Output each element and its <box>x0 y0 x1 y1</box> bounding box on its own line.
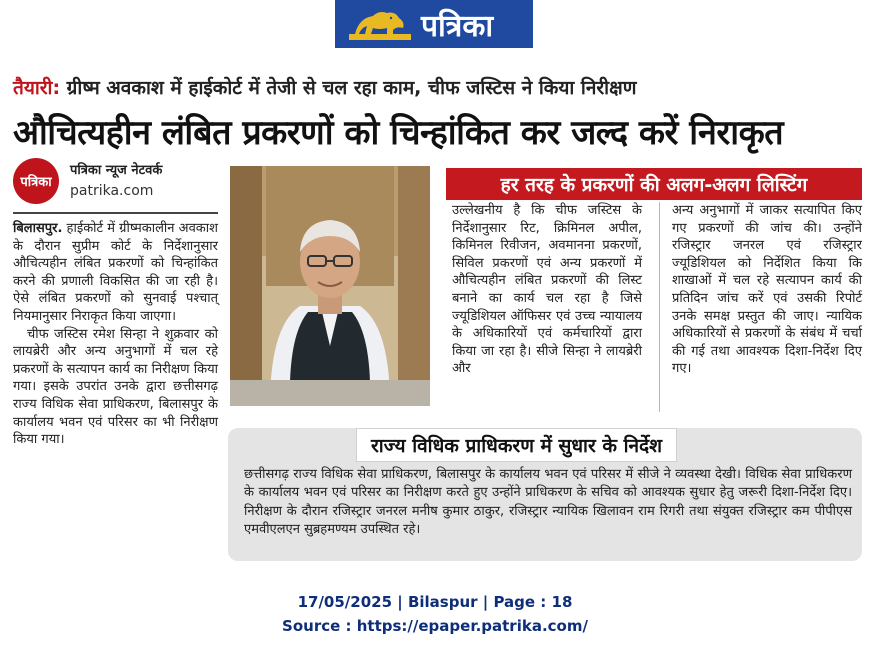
chief-justice-photo <box>230 166 430 406</box>
listing-column-1: उल्लेखनीय है कि चीफ जस्टिस के निर्देशानुसार रिट, क्रिमिनल अपील, किमिनल रिवीजन, अवमानना प्रकरणों, सिविल प्रकरणों एवं अन्य प्रकरणों में औचित्यहीन लंबित प्रकरणों की लिस्ट बनाने का कार्य चल रहा है जिसे ज्यूडिशियल ऑफिसर एवं उच्च न्यायालय के अधिकारियों एवं कर्मचारियों द्वारा किया जा रहा है। सीजे सिन्हा ने लायब्रेरी और <box>452 203 642 377</box>
column-divider <box>659 202 660 412</box>
byline-logo: पत्रिका <box>13 158 59 204</box>
headline: औचित्यहीन लंबित प्रकरणों को चिन्हांकित कर जल्द करें निराकृत <box>13 113 784 153</box>
kicker-label: तैयारी: <box>13 77 61 99</box>
kicker-text: ग्रीष्म अवकाश में हाईकोर्ट में तेजी से चल रहा काम, चीफ जस्टिस ने किया निरीक्षण <box>60 77 637 99</box>
box-headline: राज्य विधिक प्राधिकरण में सुधार के निर्देश <box>356 428 677 462</box>
column-1 <box>13 220 218 449</box>
footer-date-line: 17/05/2025 | Bilaspur | Page : 18 <box>297 593 573 611</box>
masthead <box>335 0 533 48</box>
byline-site: patrika.com <box>70 183 154 199</box>
byline-network: पत्रिका न्यूज नेटवर्क <box>70 163 163 178</box>
lion-logo-icon <box>345 4 415 44</box>
column-1-paragraph-2: चीफ जस्टिस रमेश सिन्हा ने शुक्रवार को लायब्रेरी और अन्य अनुभागों में चल रहे प्रकरणों के सत्यापन कार्य का निरीक्षण किया गया। इसके उपरांत उनके द्वारा छत्तीसगढ़ राज्य विधिक सेवा प्राधिकरण, बिलासपुर के कार्यालय भवन एवं परिसर का भी निरीक्षण किया गया। <box>13 326 218 448</box>
box-text: छत्तीसगढ़ राज्य विधिक सेवा प्राधिकरण, बिलासपुर के कार्यालय भवन एवं परिसर में सीजे ने व्यवस्था देखी। विधिक सेवा प्राधिकरण के कार्यालय भवन एवं परिसर का निरीक्षण करते हुए उन्होंने प्राधिकरण के सचिव को आवश्यक सुधार हेतु जरूरी दिशा-निर्देश दिए। निरीक्षण के दौरान रजिस्ट्रार जनरल मनीष कुमार ठाकुर, रजिस्ट्रार न्यायिक खिलावन राम रिगरी तथा संयुक्त रजिस्ट्रार कम पीपीएस एमवीएलएन सुब्रहमण्यम उपस्थित रहे। <box>244 467 852 538</box>
column-1-paragraph-1-text: हाईकोर्ट में ग्रीष्मकालीन अवकाश के दौरान सुप्रीम कोर्ट के निर्देशानुसार औचित्यहीन लंबित प्रकरणों को चिन्हांकित करने की प्रणाली विकसित की जा रही है। ऐसे लंबित प्रकरणों को सुनवाई पश्चात् नियमानुसार निराकृत किया जाएगा। <box>13 221 218 324</box>
masthead-brand: पत्रिका <box>421 8 494 44</box>
listing-headline: हर तरह के प्रकरणों की अलग-अलग लिस्टिंग <box>446 168 862 200</box>
byline-divider <box>13 212 218 214</box>
photo-illustration <box>230 166 430 406</box>
column-1-paragraph-1 <box>13 220 218 326</box>
footer-source-link[interactable]: Source : https://epaper.patrika.com/ <box>282 617 588 635</box>
kicker-line <box>13 74 636 100</box>
listing-column-2: अन्य अनुभागों में जाकर सत्यापित किए गए प्रकरणों की जांच की। उन्होंने रजिस्ट्रार जनरल एवं रजिस्ट्रार ज्यूडिशियल को निर्देशित किया कि शाखाओं में चल रहे सत्यापन कार्य की प्रतिदिन जांच करें एवं उसकी रिपोर्ट उनके समक्ष प्रस्तुत की जाए। न्यायिक अधिकारियों से प्रकरणों के संबंध में चर्चा की गई तथा आवश्यक दिशा-निर्देश दिए गए। <box>672 203 862 377</box>
dateline: बिलासपुर. <box>13 221 63 236</box>
